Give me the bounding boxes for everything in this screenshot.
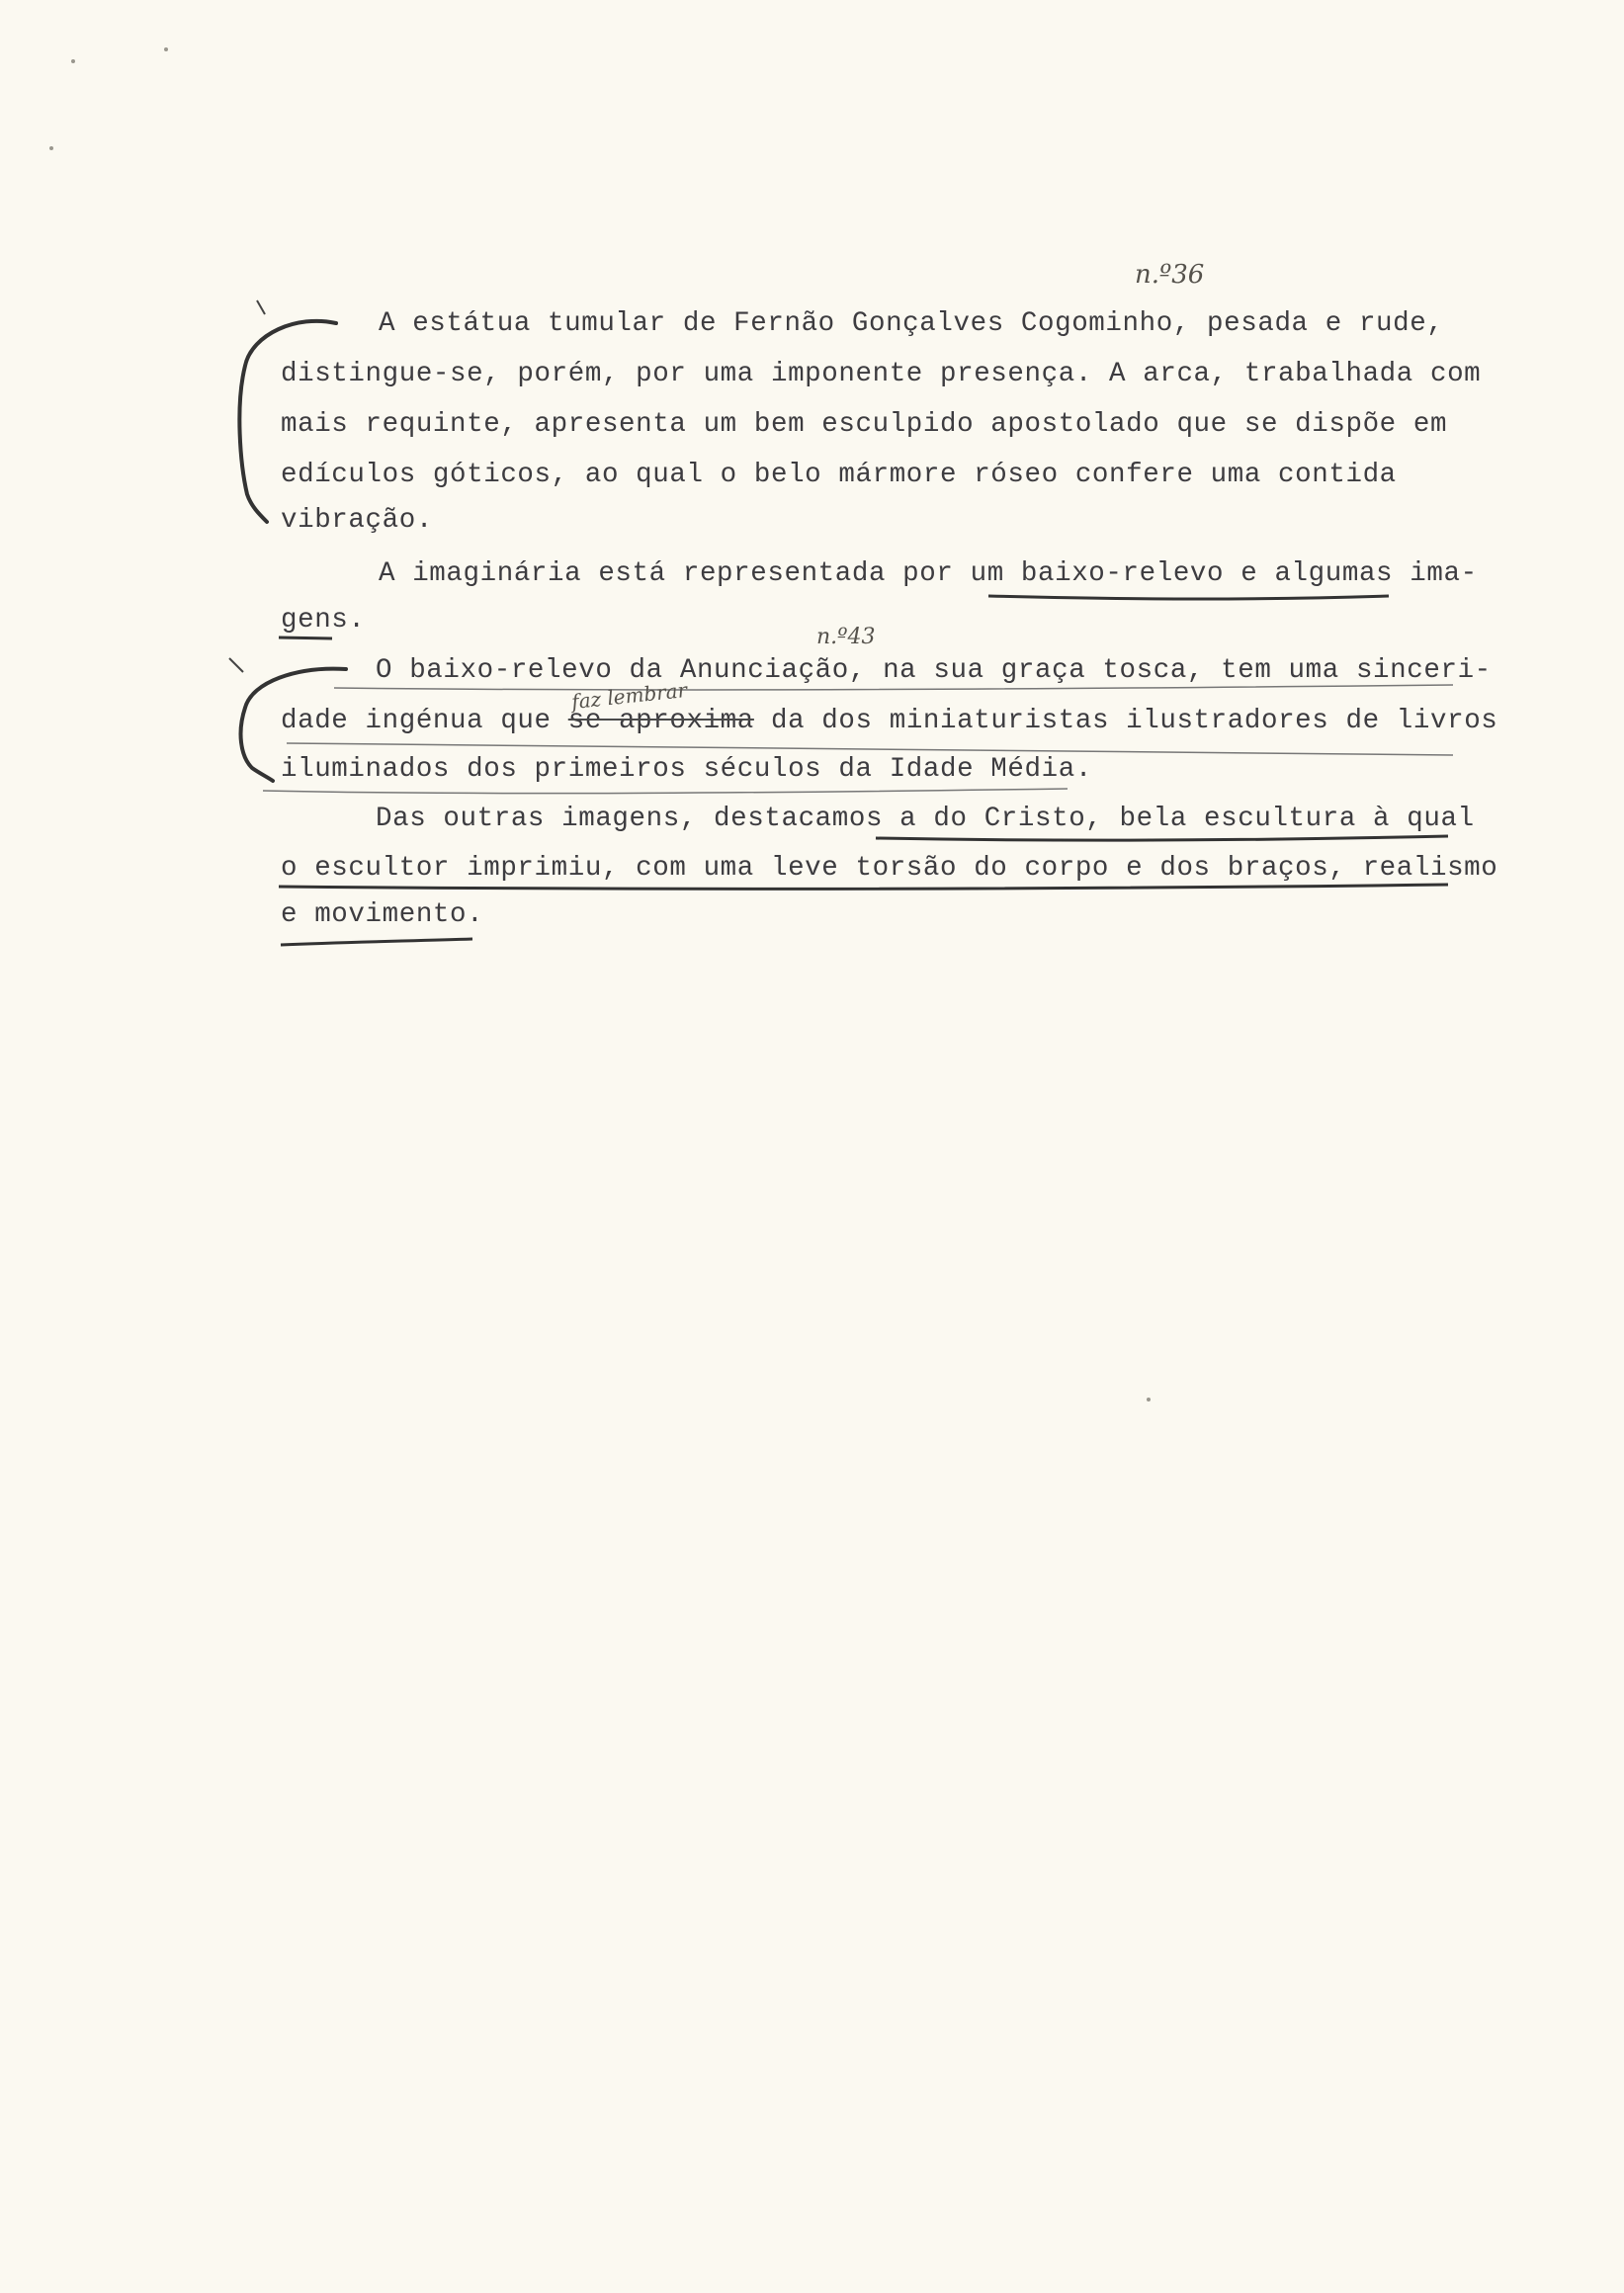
text-line: distingue-se, porém, por uma imponente presença. A arca, trabalhada com bbox=[281, 359, 1482, 389]
underline-mark bbox=[279, 637, 332, 638]
text-segment: dade ingénua que bbox=[281, 706, 568, 736]
text-line: iluminados dos primeiros séculos da Idade Média. bbox=[281, 754, 1092, 785]
text-line: o escultor imprimiu, com uma leve torsão do corpo e dos braços, realismo bbox=[281, 853, 1498, 884]
text-line: mais requinte, apresenta um bem esculpido apostolado que se dispõe em bbox=[281, 409, 1448, 440]
text-segment: da dos miniaturistas ilustradores de livros bbox=[753, 706, 1498, 736]
text-line: gens. bbox=[281, 605, 366, 636]
text-line: vibração. bbox=[281, 505, 433, 536]
text-line: O baixo-relevo da Anunciação, na sua graça tosca, tem uma sinceri- bbox=[376, 655, 1492, 686]
reference-annotation: n.º43 bbox=[816, 625, 876, 649]
text-line: e movimento. bbox=[281, 899, 484, 930]
text-line: Das outras imagens, destacamos a do Cristo, bela escultura à qual bbox=[376, 804, 1475, 834]
underline-do-cristo bbox=[876, 836, 1448, 840]
insertion-annotation: faz lembrar bbox=[570, 677, 689, 715]
text-line: A estátua tumular de Fernão Gonçalves Cogominho, pesada e rude, bbox=[379, 308, 1444, 339]
struck-text: se aproxima bbox=[567, 706, 754, 736]
underline-movimento bbox=[281, 939, 472, 945]
tick-mark bbox=[229, 658, 243, 672]
tick-mark bbox=[257, 300, 265, 314]
text-line bbox=[281, 706, 1497, 737]
text-line: A imaginária está representada por um baixo-relevo e algumas ima- bbox=[379, 558, 1478, 589]
underline-baixo-relevo bbox=[988, 596, 1389, 599]
underline-paragraph-3-line-3 bbox=[263, 789, 1068, 794]
underline-escultor bbox=[279, 885, 1448, 889]
page-number-annotation: n.º36 bbox=[1135, 260, 1205, 290]
text-line: edículos góticos, ao qual o belo mármore róseo confere uma contida bbox=[281, 460, 1397, 490]
